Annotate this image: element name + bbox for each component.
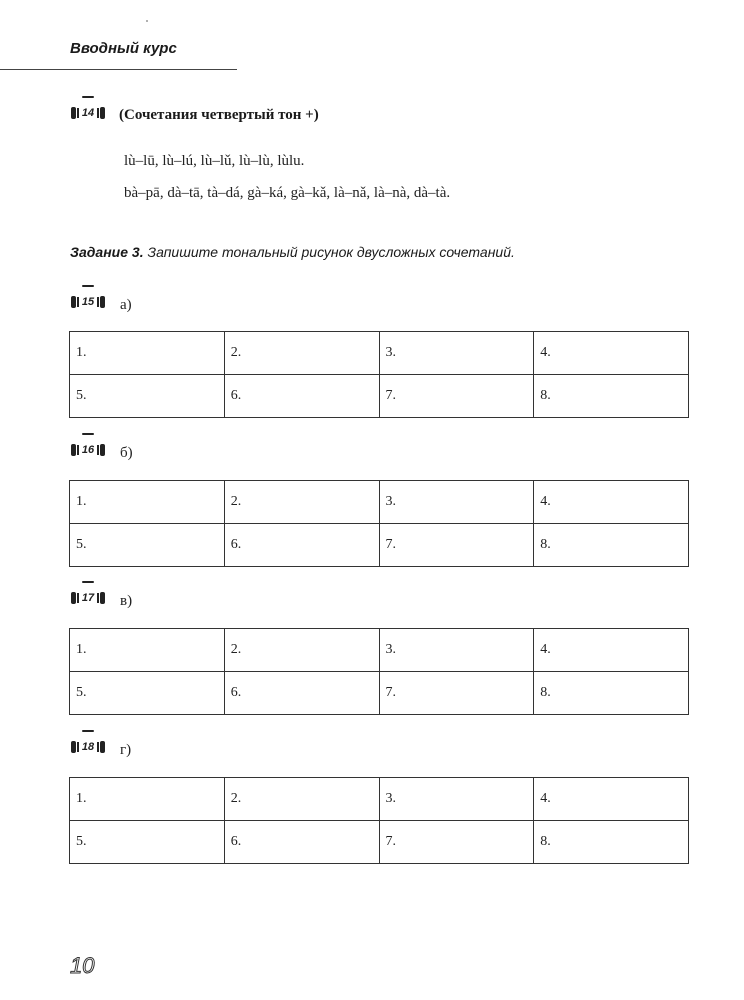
answer-table-b: [69, 480, 689, 567]
answer-cell[interactable]: 6.: [224, 821, 379, 864]
answer-cell[interactable]: 6.: [224, 375, 379, 418]
answer-cell[interactable]: 8.: [534, 375, 689, 418]
answer-cell[interactable]: 8.: [534, 821, 689, 864]
answer-cell[interactable]: 4.: [534, 778, 689, 821]
headphones-icon[interactable]: [70, 581, 106, 609]
answer-cell[interactable]: 5.: [70, 821, 225, 864]
answer-cell[interactable]: 1.: [70, 332, 225, 375]
answer-cell[interactable]: 5.: [70, 672, 225, 715]
answer-cell[interactable]: 8.: [534, 524, 689, 567]
answer-cell[interactable]: 1.: [70, 629, 225, 672]
answer-cell[interactable]: 7.: [379, 524, 534, 567]
answer-cell[interactable]: 3.: [379, 481, 534, 524]
page-number: 10: [70, 953, 95, 978]
answer-cell[interactable]: 7.: [379, 672, 534, 715]
answer-cell[interactable]: 6.: [224, 524, 379, 567]
headphones-icon[interactable]: [70, 285, 106, 313]
answer-table-v: [69, 628, 689, 715]
headphones-icon[interactable]: [70, 730, 106, 758]
answer-cell[interactable]: 1.: [70, 778, 225, 821]
answer-cell[interactable]: 2.: [224, 481, 379, 524]
headphones-icon[interactable]: [70, 433, 106, 461]
answer-cell[interactable]: 4.: [534, 629, 689, 672]
audio-track-number: 17: [81, 592, 95, 604]
answer-cell[interactable]: 4.: [534, 332, 689, 375]
header-rule: [0, 69, 237, 70]
headphones-icon[interactable]: [70, 96, 106, 124]
part-label-b: б): [120, 445, 133, 461]
part-label-v: в): [120, 593, 133, 609]
answer-cell[interactable]: 2.: [224, 629, 379, 672]
task-heading: [70, 244, 515, 260]
answer-table-g: [69, 777, 689, 864]
answer-cell[interactable]: 7.: [379, 821, 534, 864]
part-label-a: а): [120, 297, 132, 313]
answer-cell[interactable]: 2.: [224, 332, 379, 375]
part-label-g: г): [120, 742, 132, 758]
answer-cell[interactable]: 3.: [379, 778, 534, 821]
audio-track-number: 15: [81, 296, 95, 308]
answer-cell[interactable]: 5.: [70, 524, 225, 567]
answer-cell[interactable]: 6.: [224, 672, 379, 715]
exercise-title: (Сочетания четвертый тон +): [119, 107, 319, 123]
audio-track-number: 14: [81, 107, 95, 119]
audio-track-number: 18: [81, 741, 95, 753]
answer-cell[interactable]: 1.: [70, 481, 225, 524]
answer-cell[interactable]: 3.: [379, 629, 534, 672]
task-text: Запишите тональный рисунок двусложных сочетаний.: [143, 244, 515, 260]
answer-cell[interactable]: 3.: [379, 332, 534, 375]
answer-cell[interactable]: 8.: [534, 672, 689, 715]
section-header: Вводный курс: [70, 40, 177, 57]
pinyin-line-2: bà–pā, dà–tā, tà–dá, gà–ká, gà–kǎ, là–nǎ, là–nà, dà–tà.: [124, 185, 451, 201]
answer-cell[interactable]: 4.: [534, 481, 689, 524]
answer-cell[interactable]: 5.: [70, 375, 225, 418]
answer-table-a: [69, 331, 689, 418]
answer-cell[interactable]: 7.: [379, 375, 534, 418]
speck: [146, 20, 148, 22]
task-label: Задание 3.: [70, 244, 144, 260]
audio-track-number: 16: [81, 444, 95, 456]
pinyin-line-1: lù–lū, lù–lú, lù–lǔ, lù–lù, lùlu.: [124, 153, 305, 169]
answer-cell[interactable]: 2.: [224, 778, 379, 821]
